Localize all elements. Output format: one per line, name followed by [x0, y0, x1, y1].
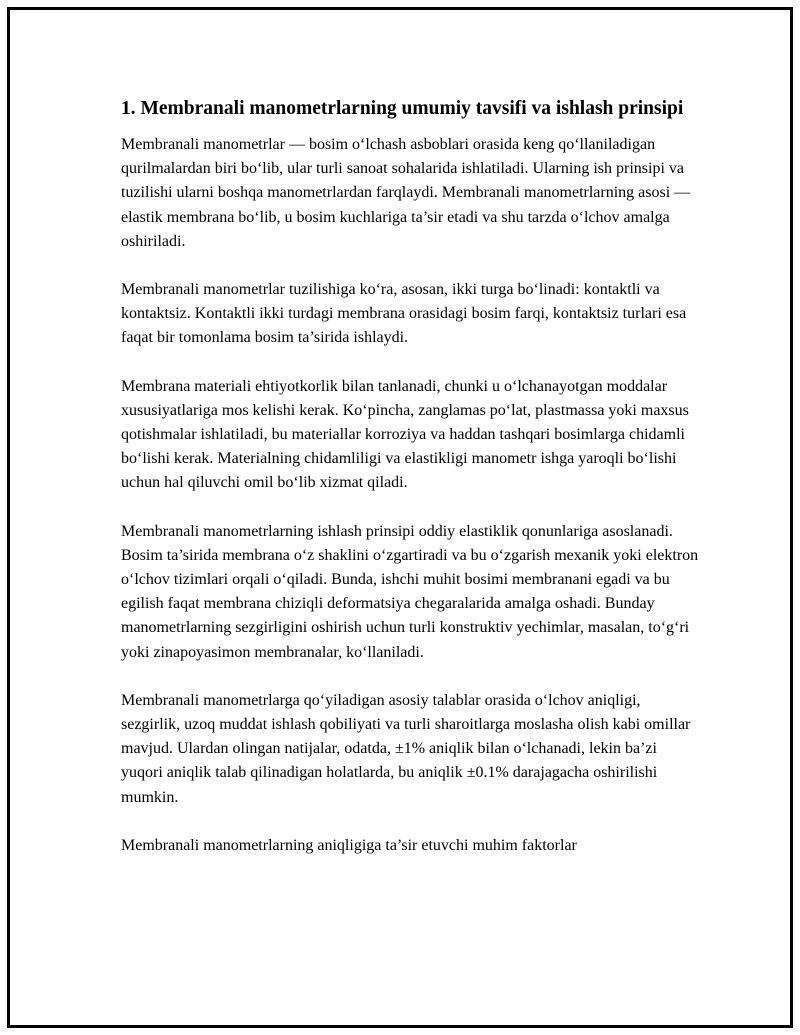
paragraph-3: Membrana materiali ehtiyotkorlik bilan tanlanadi, chunki u o‘lchanayotgan moddalar xususiyatlariga mos kelishi kerak. Ko‘pincha, zanglamas po‘lat, plastmassa yoki maxsus qotishmalar ishlatiladi, bu materiallar korroziya va haddan tashqari bosimlarga chidamli bo‘lishi kerak. Materialning chidamliligi va elastikligi manometr ishga yaroqli bo‘lishi uchun hal qiluvchi omil bo‘lib xizmat qiladi. [121, 377, 689, 492]
paragraph-6: Membranali manometrlarning aniqligiga ta’sir etuvchi muhim faktorlar [121, 836, 577, 854]
page-frame [7, 7, 793, 1028]
paragraph-4: Membranali manometrlarning ishlash prinsipi oddiy elastiklik qonunlariga asoslanadi. Bosim ta’sirida membrana o‘z shaklini o‘zgartiradi va bu o‘zgarish mexanik yoki elektron o‘lchov tizimlari orqali o‘qiladi. Bunda, ishchi muhit bosimi membranani egadi va bu egilish faqat membrana chiziqli deformatsiya chegaralarida amalga oshadi. Bunday manometrlarning sezgirligini oshirish uchun turli konstruktiv yechimlar, masalan, to‘g‘ri yoki zinapoyasimon membranalar, ko‘llaniladi. [121, 522, 699, 661]
paragraph-1: Membranali manometrlar — bosim o‘lchash asboblari orasida keng qo‘llaniladigan qurilmalardan biri bo‘lib, ular turli sanoat sohalarida ishlatiladi. Ularning ish prinsipi va tuzilishi ularni boshqa manometrlardan farqlaydi. Membranali manometrlarning asosi — elastik membrana bo‘lib, u bosim kuchlariga ta’sir etadi va shu tarzda o‘lchov amalga oshiriladi. [121, 136, 691, 250]
paragraph-2: Membranali manometrlar tuzilishiga ko‘ra, asosan, ikki turga bo‘linadi: kontaktli va kontaktsiz. Kontaktli ikki turdagi membrana orasidagi bosim farqi, kontaktsiz turlari esa faqat bir tomonlama bosim ta’sirida ishlaydi. [121, 281, 687, 347]
section-heading: 1. Membranali manometrlarning umumiy tavsifi va ishlash prinsipi [121, 98, 684, 119]
document-body [121, 96, 701, 882]
paragraph-5: Membranali manometrlarga qo‘yiladigan asosiy talablar orasida o‘lchov aniqligi, sezgirlik, uzoq muddat ishlash qobiliyati va turli sharoitlarga moslasha olish kabi omillar mavjud. Ulardan olingan natijalar, odatda, ±1% aniqlik bilan o‘lchanadi, lekin ba’zi yuqori aniqlik talab qilinadigan holatlarda, bu aniqlik ±0.1% darajagacha oshirilishi mumkin. [121, 691, 691, 806]
